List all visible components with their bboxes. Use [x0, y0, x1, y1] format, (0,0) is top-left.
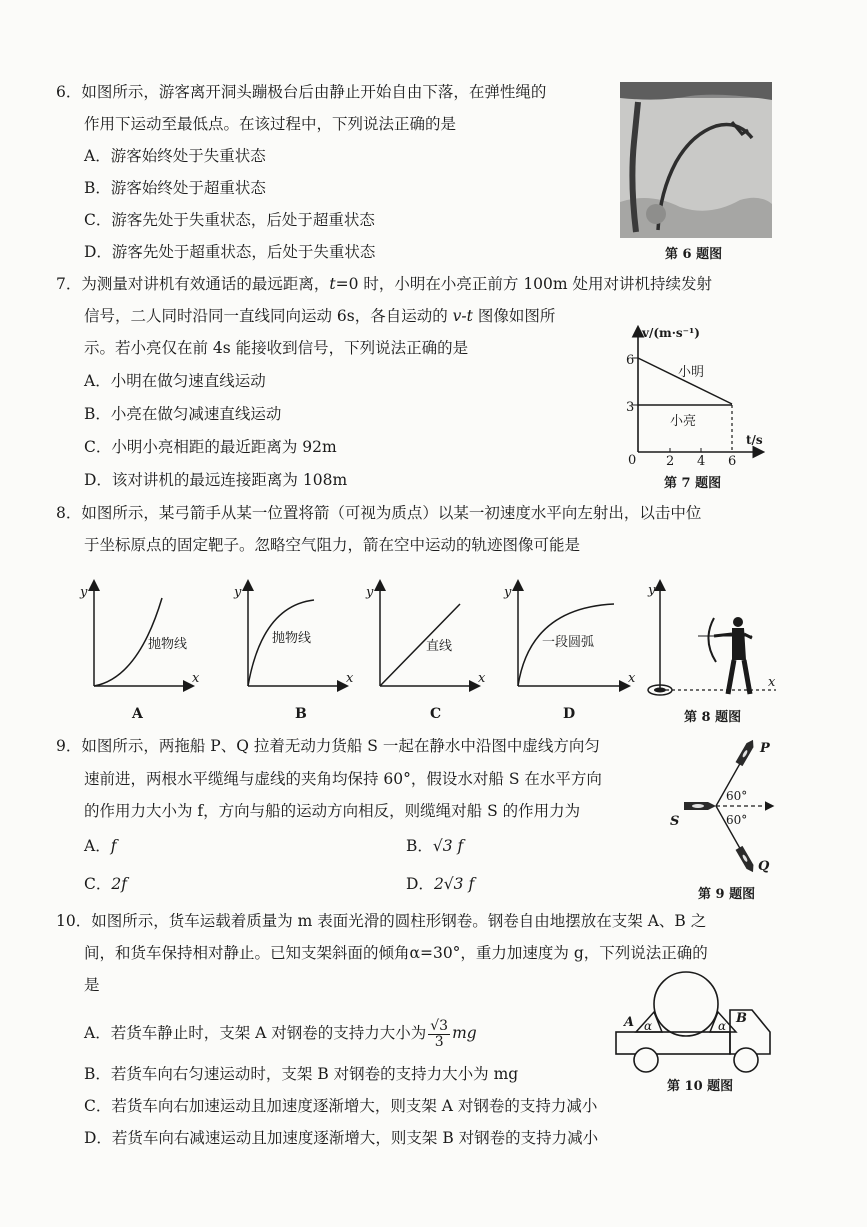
q8-letter-a: A: [132, 706, 143, 722]
q9-stem-line2: 速前进，两根水平缆绳与虚线的夹角均保持 60°，假设水对船 S 在水平方向: [84, 770, 602, 788]
q9-option-a: A．f: [84, 837, 117, 855]
svg-text:α: α: [644, 1019, 653, 1033]
svg-text:y: y: [80, 585, 88, 600]
steel-coil: [654, 972, 718, 1036]
svg-text:x: x: [768, 675, 776, 690]
q8-letter-d: D: [563, 706, 576, 722]
q8-stem-line2: 于坐标原点的固定靶子。忽略空气阻力，箭在空中运动的轨迹图像可能是: [84, 536, 581, 554]
q7-stem-line3: 示。若小亮仅在前 4s 能接收到信号，下列说法正确的是: [84, 339, 469, 357]
q6-caption: 第 6 题图: [665, 247, 723, 262]
q7-option-c: C．小明小亮相距的最近距离为 92m: [84, 438, 337, 456]
svg-text:x: x: [346, 671, 354, 686]
q10-option-d: D．若货车向右减速运动且加速度逐渐增大，则支架 B 对钢卷的支持力减小: [84, 1129, 599, 1147]
q7-label-xiaoming: 小明: [678, 365, 705, 380]
q9-caption: 第 9 题图: [698, 887, 756, 902]
wheel-front: [734, 1048, 758, 1072]
q10-caption: 第 10 题图: [667, 1079, 734, 1094]
q6-option-d: D．游客先处于超重状态，后处于失重状态: [84, 243, 376, 261]
svg-text:y: y: [234, 585, 242, 600]
q8-stem-line1: 8．如图所示，某弓箭手从某一位置将箭（可视为质点）以某一初速度水平向左射出，以击中位: [56, 504, 702, 522]
q7-ylabel: v/(m·s⁻¹): [642, 326, 700, 340]
q6-stem-line2: 作用下运动至最低点。在该过程中，下列说法正确的是: [84, 115, 457, 133]
q8-archer-figure: [640, 578, 780, 702]
svg-text:B: B: [736, 1011, 747, 1026]
q7-tick-2: 2: [666, 454, 675, 469]
q8-caption: 第 8 题图: [684, 710, 742, 725]
q8-graph-a: [78, 578, 198, 692]
q7-vt-graph: [618, 324, 768, 469]
q10-stem-line2: 间，和货车保持相对静止。已知支架斜面的倾角α=30°，重力加速度为 g，下列说法正确的: [84, 944, 708, 962]
wheel-rear: [634, 1048, 658, 1072]
q10-truck-diagram: [612, 968, 776, 1080]
q7-tick-origin: 0: [628, 453, 637, 468]
svg-text:y: y: [366, 585, 374, 600]
q8-d-curve-label: 一段圆弧: [542, 635, 595, 650]
q10-stem-line3: 是: [84, 976, 100, 994]
q7-tick-4: 4: [697, 454, 706, 469]
q7-label-xiaoliang: 小亮: [670, 414, 697, 429]
svg-text:Q: Q: [758, 859, 770, 874]
svg-text:y: y: [648, 583, 656, 598]
q8-a-curve-label: 抛物线: [148, 637, 188, 652]
tug-p: [736, 738, 757, 766]
q6-option-c: C．游客先处于失重状态，后处于超重状态: [84, 211, 375, 229]
svg-text:α: α: [718, 1019, 727, 1033]
q9-option-c: C．2f: [84, 875, 127, 893]
q8-graph-d: [502, 578, 634, 692]
q6-option-a: A．游客始终处于失重状态: [84, 147, 266, 165]
q9-stem-line1: 9．如图所示，两拖船 P、Q 拉着无动力货船 S 一起在静水中沿图中虚线方向匀: [56, 737, 600, 755]
svg-text:x: x: [192, 671, 200, 686]
svg-text:x: x: [628, 671, 636, 686]
q8-graph-c: [364, 578, 484, 692]
svg-text:60°: 60°: [726, 813, 748, 827]
q10-stem-line1: 10．如图所示，货车运载着质量为 m 表面光滑的圆柱形钢卷。钢卷自由地摆放在支架 A、B 之: [56, 912, 707, 930]
q10-option-a-fraction: $\frac{√3}{3}$: [430, 1017, 449, 1050]
q7-tick-3y: 3: [626, 400, 635, 415]
svg-text:x: x: [478, 671, 486, 686]
q7-stem-line2: 信号，二人同时沿同一直线同向运动 6s，各自运动的 v-t 图像如图所: [84, 307, 556, 325]
q7-option-d: D．该对讲机的最远连接距离为 108m: [84, 471, 348, 489]
q7-caption: 第 7 题图: [664, 476, 722, 491]
svg-text:S: S: [670, 814, 680, 829]
q8-graph-b: [232, 578, 352, 692]
svg-text:60°: 60°: [726, 789, 748, 803]
q9-tugboat-diagram: [664, 730, 780, 878]
q8-b-curve-label: 抛物线: [272, 631, 312, 646]
q10-option-b: B．若货车向右匀速运动时，支架 B 对钢卷的支持力大小为 mg: [84, 1065, 519, 1083]
q7-option-a: A．小明在做匀速直线运动: [84, 372, 266, 390]
q8-letter-c: C: [430, 706, 442, 722]
svg-text:A: A: [624, 1015, 635, 1030]
q9-stem-line3: 的作用力大小为 f，方向与船的运动方向相反，则缆绳对船 S 的作用力为: [84, 802, 581, 820]
bungee-photo: [620, 82, 772, 238]
q6-stem-line1: 6．如图所示，游客离开洞头蹦极台后由静止开始自由下落，在弹性绳的: [56, 83, 547, 101]
q7-tick-6y: 6: [626, 353, 635, 368]
q9-option-d: D．2√3 f: [406, 875, 475, 893]
q10-option-a: A．若货车静止时，支架 A 对钢卷的支持力大小为 $\frac{√3}{3}$ mg: [84, 1017, 477, 1050]
q7-xlabel: t/s: [746, 433, 763, 447]
q8-letter-b: B: [295, 706, 307, 722]
svg-text:y: y: [504, 585, 512, 600]
q9-option-b: B．√3 f: [406, 837, 464, 855]
q7-tick-6x: 6: [728, 454, 737, 469]
tug-q: [736, 846, 757, 874]
q10-option-c: C．若货车向右加速运动且加速度逐渐增大，则支架 A 对钢卷的支持力减小: [84, 1097, 598, 1115]
q7-stem-line1: 7．为测量对讲机有效通话的最远距离，t=0 时，小明在小亮正前方 100m 处用对讲机持续发射: [56, 275, 713, 293]
svg-text:P: P: [760, 741, 770, 756]
q6-option-b: B．游客始终处于超重状态: [84, 179, 266, 197]
q8-c-curve-label: 直线: [426, 639, 453, 654]
q7-option-b: B．小亮在做匀减速直线运动: [84, 405, 282, 423]
